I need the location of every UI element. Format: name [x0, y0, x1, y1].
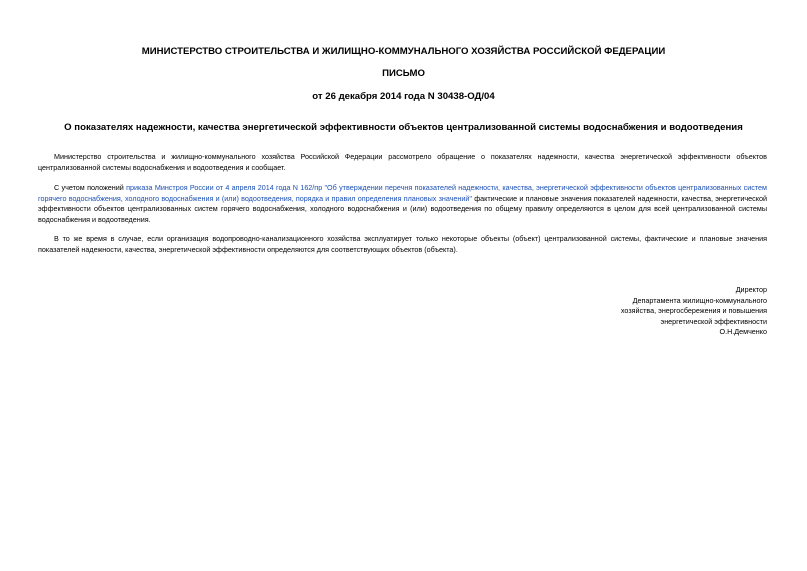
document-date-number: от 26 декабря 2014 года N 30438-ОД/04	[312, 91, 495, 102]
signature-department-line-3: энергетической эффективности	[660, 316, 767, 326]
signature-name: О.Н.Демченко	[719, 327, 767, 337]
paragraph-2-suffix: фактические и плановые значения показателей надежности, качества, энергетической эффективности объектов централизованных систем горячего водоснабжения, холодного водоснабжения и (или) водоотведения по общему правилу определяются в целом для всей централизованной системы водоснабжения и водоотведения.	[38, 193, 767, 224]
paragraph-2-prefix: С учетом положений	[54, 183, 127, 192]
paragraph-1: Министерство строительства и жилищно-коммунального хозяйства Российской Федерации рассмотрело обращение о показателях надежности, качества энергетической эффективности объектов централизованной системы водоснабжения и водоотведения и сообщает.	[38, 152, 767, 172]
document-type-heading: ПИСЬМО	[382, 68, 425, 79]
paragraph-2	[38, 183, 767, 225]
paragraph-3: В то же время в случае, если организация водопроводно-канализационного хозяйства эксплуатирует только некоторые объекты (объект) централизованной системы, фактические и плановые значения показателей надежности, качества, энергетической эффективности определяются для соответствующих объектов (объекта).	[38, 234, 767, 254]
ministry-heading: МИНИСТЕРСТВО СТРОИТЕЛЬСТВА И ЖИЛИЩНО-КОММУНАЛЬНОГО ХОЗЯЙСТВА РОССИЙСКОЙ ФЕДЕРАЦИИ	[141, 46, 666, 57]
signature-block	[621, 285, 767, 338]
signature-department-line-1: Департамента жилищно-коммунального	[632, 295, 767, 305]
signature-title: Директор	[735, 285, 767, 294]
order-162-link[interactable]: приказа Минстроя России от 4 апреля 2014 года N 162/пр "Об утверждении перечня показателей надежности, качества, энергетической эффективности объектов централизованных систем горячего водоснабжения, холодного водоснабжения и (или) водоотведения, порядка и правил определения плановых значений"	[38, 183, 767, 203]
signature-department-line-2: хозяйства, энергосбережения и повышения	[620, 306, 767, 316]
document-subject: О показателях надежности, качества энергетической эффективности объектов централизованной системы водоснабжения и водоотведения	[64, 122, 743, 133]
